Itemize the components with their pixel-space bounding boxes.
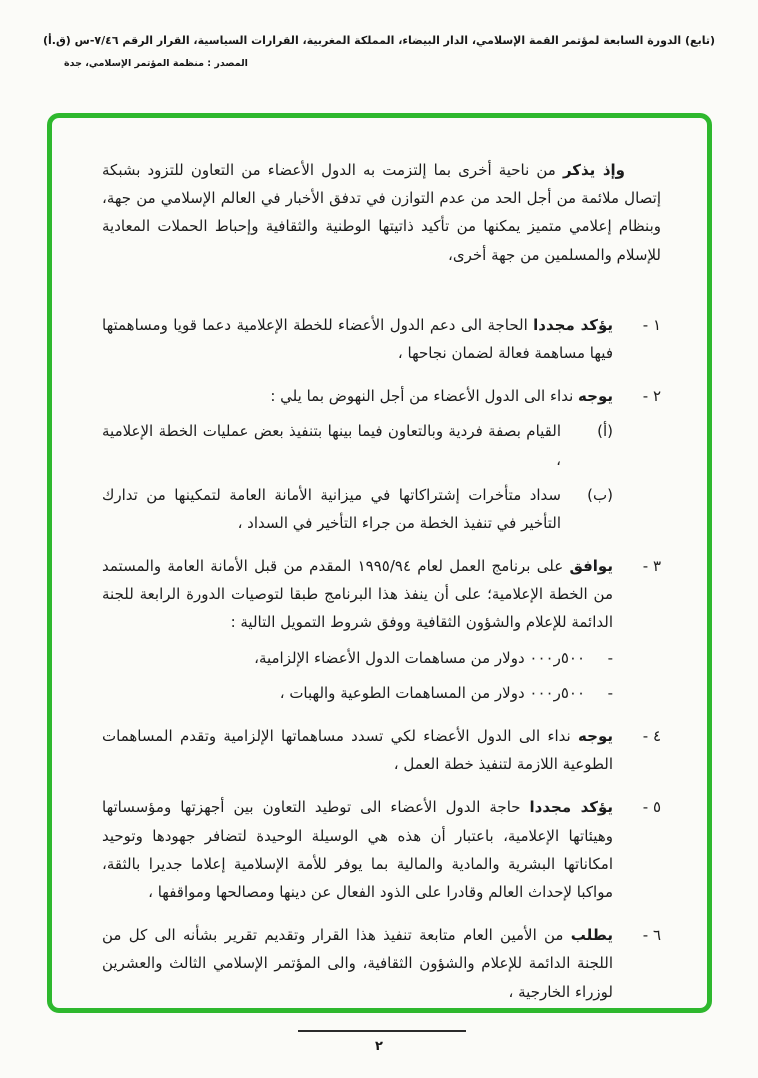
resolution-item-1	[102, 311, 661, 367]
document-header	[0, 0, 758, 69]
resolution-item-6	[102, 921, 661, 1006]
resolution-item-3	[102, 552, 661, 707]
intro-lead: وإذ يذكر	[562, 161, 625, 179]
item-marker: ١ -	[642, 315, 661, 334]
resolution-item-5	[102, 793, 661, 906]
intro-text: من ناحية أخرى بما إلتزمت به الدول الأعضاء من التعاون للتزود بشبكة إتصال ملائمة من أجل الحد من عدم التوازن في تدفق الأخبار في العالم الإسلامي من جهة، وبنظام إعلامي متميز يمكنها من تأكيد ذاتيتها الوطنية والثقافية وإحباط الحملات المعادية للإسلام والمسلمين من جهة أخرى،	[102, 161, 661, 264]
amount-item-1	[102, 644, 613, 672]
sub-item-text: القيام بصفة فردية وبالتعاون فيما بينها بتنفيذ بعض عمليات الخطة الإعلامية ،	[102, 422, 561, 469]
item-text: يوجه نداء الى الدول الأعضاء من أجل النهوض بما يلي :	[270, 387, 613, 406]
document-body	[52, 118, 707, 1032]
item-text: يوافق على برنامج العمل لعام ١٩٩٥/٩٤ المقدم من قبل الأمانة العامة والمستمد من الخطة الإعلامية؛ على أن ينفذ هذا البرنامج طبقا لتوصيات الدورة الرابعة للجنة الدائمة للإعلام والشؤون الثقافية ووفق شروط التمويل التالية :	[102, 557, 613, 632]
item-marker: ٢ -	[642, 387, 661, 406]
item-lead: يؤكد مجددا	[529, 798, 613, 817]
item-text: يؤكد مجددا الحاجة الى دعم الدول الأعضاء للخطة الإعلامية دعما قويا ومساهمتها فيها مساهمة فعالة لضمان نجاحها ،	[102, 315, 613, 362]
item-marker: ٥ -	[642, 798, 661, 817]
item-lead: يؤكد مجددا	[533, 315, 613, 334]
item-lead: يوافق	[569, 557, 613, 576]
header-source-line: المصدر : منظمة المؤتمر الإسلامي، جدة	[64, 58, 248, 69]
amount-text: ٥٠٠ر٠٠٠ دولار من مساهمات الدول الأعضاء الإلزامية،	[254, 648, 585, 667]
amount-item-2	[102, 679, 613, 707]
amount-value: ٥٠٠ر٠٠٠	[529, 648, 585, 667]
sub-item-text: سداد متأخرات إشتراكاتها في ميزانية الأمانة العامة لتمكينها من تدارك التأخير في تنفيذ الخطة من جراء التأخير في السداد ،	[102, 485, 561, 532]
item-text: يطلب من الأمين العام متابعة تنفيذ هذا القرار وتقديم تقرير بشأنه الى كل من اللجنة الدائمة للإعلام والشؤون الثقافية، والى المؤتمر الإسلامي الثالث والعشرين لوزراء الخارجية ،	[102, 926, 613, 1001]
dash-marker: -	[607, 683, 613, 702]
header-citation: (تابع) الدورة السابعة لمؤتمر القمة الإسلامي، الدار البيضاء، المملكة المغربية، القرارات السياسية، القرار الرقم ٧/٤٦-س (ق.أ)	[43, 34, 715, 47]
intro-paragraph	[102, 156, 661, 269]
sub-item-a	[102, 417, 613, 473]
dash-marker: -	[607, 648, 613, 667]
item-text: يؤكد مجددا حاجة الدول الأعضاء الى توطيد التعاون بين أجهزتها ومؤسساتها وهيئاتها الإعلامية، باعتبار أن هذه هي الوسيلة الوحيدة لتضافر جهودها وتوحيد امكاناتها البشرية والمادية والمالية بما يوفر للأمة الإسلامية إعلاما جديرا بالثقة، مواكبا لإحداث العالم وقادرا على الذود الفعال عن دينها ومصالحها ومواقفها ،	[102, 798, 613, 901]
item-lead: يطلب	[570, 926, 613, 945]
document-frame	[47, 113, 712, 1013]
amount-value: ٥٠٠ر٠٠٠	[529, 683, 585, 702]
sub-item-marker: (أ)	[597, 422, 613, 441]
item-marker: ٦ -	[642, 926, 661, 945]
resolution-item-4	[102, 722, 661, 778]
sub-item-marker: (ب)	[587, 485, 613, 504]
page-number: ٢	[375, 1039, 383, 1054]
item-text: يوجه نداء الى الدول الأعضاء لكي تسدد مساهماتها الإلزامية وتقدم المساهمات الطوعية اللازمة لتنفيذ خطة العمل ،	[102, 727, 613, 774]
item-lead: يوجه	[578, 387, 613, 406]
item-marker: ٣ -	[642, 557, 661, 576]
divider-rule	[298, 1030, 466, 1032]
sub-item-b	[102, 481, 613, 537]
item-marker: ٤ -	[642, 727, 661, 745]
item-lead: يوجه	[578, 727, 613, 745]
amount-text: ٥٠٠ر٠٠٠ دولار من المساهمات الطوعية والهبات ،	[279, 683, 585, 702]
resolution-item-2	[102, 382, 661, 537]
